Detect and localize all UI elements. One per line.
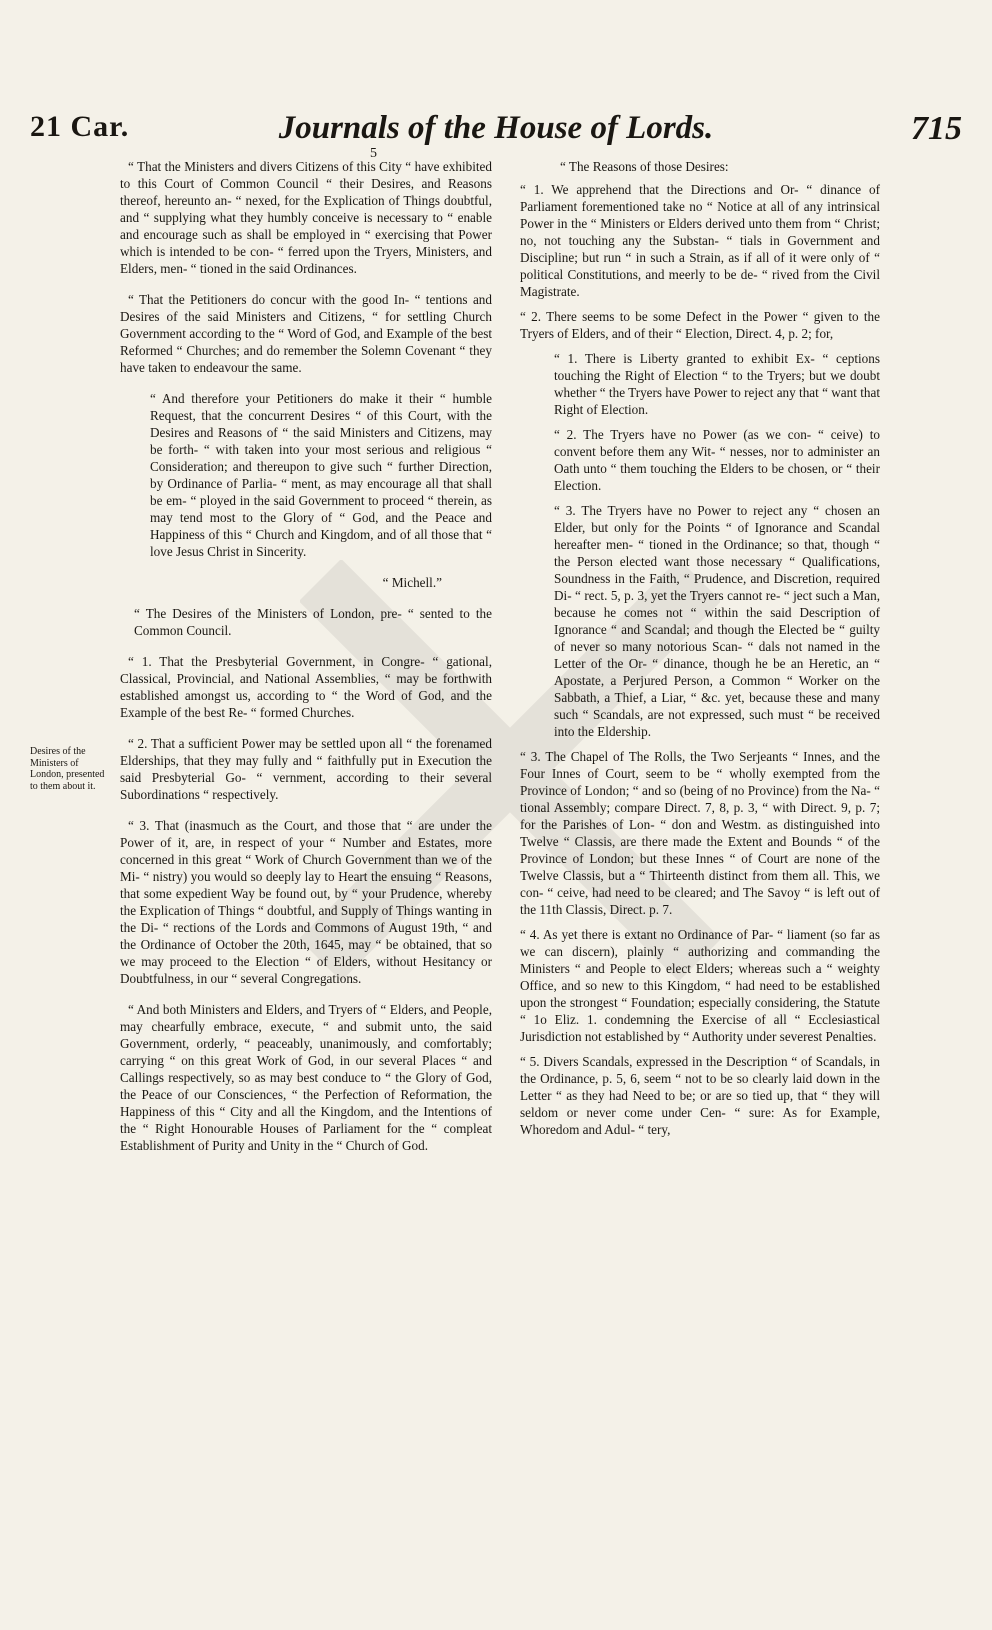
desires-heading: “ The Desires of the Ministers of London, pre- “ sented to the Common Council. bbox=[134, 606, 492, 638]
petition-request: “ And therefore your Petitioners do make it their “ humble Request, that the concurrent Desires “ of this Court, with the Desires and Reasons of “ the said Ministers and Citizens, may be forth- “ with taken into your most serious and religious “ Consideration; and thereupon to give such “ further Direction, by Ordinance of Parlia- “ ment, as may encourage all that shall be em- “ ployed in the said Government to proceed “ therein, as may tend most to the Glory of “ God, and the Peace and Happiness of this “ Church and Kingdom, and of all those that “ love Jesus Christ in Sincerity. bbox=[150, 391, 492, 559]
desire-item: “ 2. That a sufficient Power may be settled upon all “ the forenamed Elderships, that they may fully and “ faithfully put in Execution the said Presbyterial Go- “ vernment, according to their several Subordinations “ respectively. bbox=[120, 736, 492, 802]
reason-subitem: “ 3. The Tryers have no Power to reject any “ chosen an Elder, but only for the Points “ of Ignorance and Scandal hereafter men- “ tioned in the Ordinance; so that, though “ the Person elected want those necessary “ Qualifications, Soundness in the Faith, “ Prudence, and Discretion, required Di- “ rect. 5, p. 3, yet the Tryers cannot re- “ ject such a Man, because he comes not “ within the said Description of Ignorance “ and Scandal; and though the Elected be “ guilty of never so many notorious Scan- “ dals not named in the Letter of the Or- “ dinance, though he be an Heretic, an “ Apostate, a Perjured Person, a Common “ Worker on the Sabbath, a Thief, a Liar, “ &c. yet, because these and many such “ Scandals, are not expressed, such must “ be received into the Eldership. bbox=[554, 503, 880, 739]
reason-item: “ 4. As yet there is extant no Ordinance of Par- “ liament (so far as we can discern), plainly “ authorizing and commanding the Ministers “ and People to elect Elders; whereas such a “ weighty Office, and so new to this Kingdom, “ had need to be established upon the strongest “ Foundation; especially considering, the Statute “ 1o Eliz. 1. condemning the Exercise of all “ Ecclesiastical Jurisdiction not established by “ Authority under severest Penalties. bbox=[520, 927, 880, 1044]
running-head bbox=[0, 88, 992, 161]
page-number: 715 bbox=[911, 110, 962, 147]
regnal-year: 21 Car. bbox=[30, 110, 130, 143]
page-title: Journals of the House of Lords. bbox=[278, 110, 714, 146]
margin-note: Desires of the Ministers of London, presented to them about it. bbox=[30, 746, 105, 792]
reason-subitem: “ 2. The Tryers have no Power (as we con- “ ceive) to convent before them any Wit- “ nesses, nor to administer an Oath unto “ them touching the Elders to be chosen, or “ their Election. bbox=[554, 427, 880, 493]
left-column bbox=[120, 158, 492, 1168]
reason-item: “ 2. There seems to be some Defect in the Power “ given to the Tryers of Elders, and of their “ Election, Direct. 4, p. 2; for, bbox=[520, 309, 880, 341]
reason-item: “ 1. We apprehend that the Directions and Or- “ dinance of Parliament forementioned take no “ Notice at all of any intrinsical Power in the “ Ministers or Elders derived unto them from “ Christ; no, not touching any the Substan- “ tials in Government and Discipline; but run “ in such a Strain, as if all of it were only of “ political Constitutions, and meerly to be de- “ rived from the Civil Magistrate. bbox=[520, 182, 880, 299]
top-mark: 5 bbox=[370, 146, 377, 161]
reason-item: “ 3. The Chapel of The Rolls, the Two Serjeants “ Innes, and the Four Innes of Court, seem to be “ wholly exempted from the Province of London; “ and so (being of no Province) from the Na- “ tional Assembly; compare Direct. 7, 8, p. 3, “ with Direct. 9, p. 7; for the Parishes of Lon- “ don and Westm. as distinguished into Twelve “ Classis, are there made the Extent and Bounds “ of the Province of London; but these Innes “ of Court are none of the Twelve Classis, but a “ Thirteenth distinct from them all. This, we con- “ ceive, had need to be cleared; and The Savoy “ is left out of the 11th Classis, Direct. p. 7. bbox=[520, 749, 880, 917]
desire-item: “ 1. That the Presbyterial Government, in Congre- “ gational, Classical, Provincial, and National Assemblies, “ may be forthwith established amongst us, according to “ the Word of God, and the Example of the best Re- “ formed Churches. bbox=[120, 654, 492, 720]
reason-item: “ 5. Divers Scandals, expressed in the Description “ of Scandals, in the Ordinance, p. 5, 6, seem “ not to be so clearly laid down in the Letter “ as they had Need to be; or are so tied up, that “ they will seldom or never come under Cen- “ sure: As for Example, Whoredom and Adul- “ tery, bbox=[520, 1054, 880, 1137]
paragraph: “ That the Ministers and divers Citizens of this City “ have exhibited to this Court of Common Council “ their Desires, and Reasons thereof, hereunto an- “ nexed, for the Explication of Things doubtful, and “ supplying what they humbly conceive is necessary to “ enable and encourage such as shall be employed in “ exercising that Power which is intended to be con- “ ferred upon the Tryers, Ministers, and Elders, men- “ tioned in the said Ordinances. bbox=[120, 159, 492, 276]
right-column bbox=[520, 158, 880, 1146]
reasons-title: “ The Reasons of those Desires: bbox=[560, 159, 729, 174]
paragraph: “ That the Petitioners do concur with the good In- “ tentions and Desires of the said Ministers and Citizens, “ for settling Church Government according to the “ Word of God, and Example of the best Reformed “ Churches; and do remember the Solemn Covenant “ they have taken to endeavour the same. bbox=[120, 292, 492, 375]
desire-item: “ 3. That (inasmuch as the Court, and those that “ are under the Power of it, are, in respect of your “ Number and Estates, more concerned in this great “ Work of Church Government than we of the Mi- “ nistry) you would so deeply lay to Heart the ensuing “ Reasons, that some expedient Way be found out, by “ your Prudence, whereby the Explication of Things “ doubtful, and Supply of Things wanting in the Di- “ rections of the Lords and Commons of August 19th, “ and the Ordinance of October the 20th, 1645, may “ be obtained, that so we may proceed to the Election “ of Elders, without Hesitancy or Doubtfulness, in our “ several Congregations. bbox=[120, 818, 492, 986]
reason-subitem: “ 1. There is Liberty granted to exhibit Ex- “ ceptions touching the Right of Election “ to the Tryers; but we doubt whether “ the Tryers have Power to reject any that “ want that Right of Election. bbox=[554, 351, 880, 417]
desire-item: “ And both Ministers and Elders, and Tryers of “ Elders, and People, may chearfully embrace, execute, “ and submit unto, the said Government, orderly, “ peaceably, unanimously, and comfortably; carrying “ on this great Work of God, in our several Places “ and Callings respectively, so as may best conduce to “ the Glory of God, the Peace of our Consciences, “ the Perfection of Reformation, the Happiness of this “ City and all the Kingdom, and the Intentions of the “ Right Honourable Houses of Parliament for the “ compleat Establishment of Purity and Unity in the “ Church of God. bbox=[120, 1002, 492, 1153]
signature: “ Michell.” bbox=[382, 575, 442, 590]
